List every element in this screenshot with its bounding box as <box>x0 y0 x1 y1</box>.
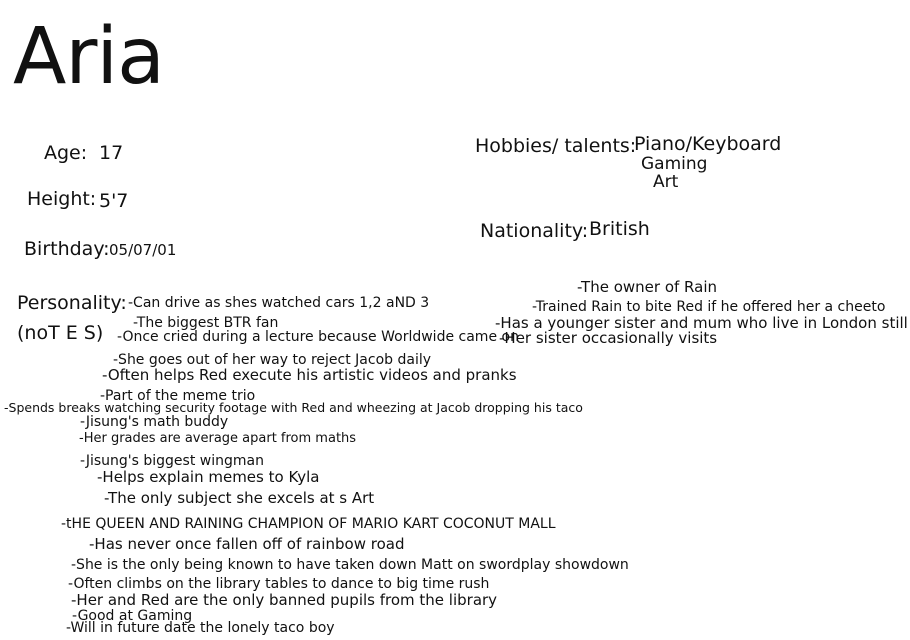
list-item: -She is the only being known to have taken down Matt on swordplay showdown <box>71 557 629 573</box>
list-item: -The biggest BTR fan <box>133 315 279 331</box>
personality-label: Personality: <box>17 292 127 314</box>
list-item: -Trained Rain to bite Red if he offered her a cheeto <box>532 299 886 315</box>
list-item: -Jisung's math buddy <box>80 414 229 430</box>
list-item: -Has never once fallen off of rainbow road <box>89 535 405 553</box>
personality-note: (noT E S) <box>17 322 104 344</box>
list-item: -Part of the meme trio <box>100 388 256 404</box>
list-item: -The only subject she excels at s Art <box>104 489 375 507</box>
list-item: -tHE QUEEN AND RAINING CHAMPION OF MARIO KART COCONUT MALL <box>61 516 556 532</box>
list-item: -She goes out of her way to reject Jacob daily <box>113 352 432 368</box>
list-item: -Can drive as shes watched cars 1,2 aND 3 <box>128 295 430 311</box>
list-item: -Good at Gaming <box>72 608 193 624</box>
list-item: -Often helps Red execute his artistic videos and pranks <box>102 366 517 384</box>
list-item: -Her and Red are the only banned pupils from the library <box>71 591 498 609</box>
list-item: -Jisung's biggest wingman <box>80 453 264 469</box>
page-title: Aria <box>13 12 164 102</box>
hobby-item: Art <box>653 172 679 192</box>
list-item: -Once cried during a lecture because Worldwide came on <box>117 329 519 345</box>
list-item: -Her grades are average apart from maths <box>79 431 357 446</box>
birthday-value: 05/07/01 <box>109 241 177 259</box>
list-item: -Often climbs on the library tables to dance to big time rush <box>68 576 490 592</box>
nationality-value: British <box>589 218 650 240</box>
list-item: -Spends breaks watching security footage with Red and wheezing at Jacob dropping his taco <box>4 400 583 415</box>
birthday-label: Birthday: <box>24 238 110 260</box>
list-item: -Has a younger sister and mum who live in London still <box>495 314 908 332</box>
age-value: 17 <box>99 142 124 164</box>
nationality-label: Nationality: <box>480 220 589 242</box>
age-label: Age: <box>44 142 88 164</box>
height-label: Height: <box>27 188 97 210</box>
list-item: -The owner of Rain <box>577 278 718 296</box>
list-item: -Her sister occasionally visits <box>499 329 718 347</box>
hobbies-label: Hobbies/ talents: <box>475 135 637 157</box>
list-item: -Will in future date the lonely taco boy <box>66 620 335 636</box>
height-value: 5'7 <box>99 190 129 212</box>
list-item: -Helps explain memes to Kyla <box>97 468 320 486</box>
hobby-item: Piano/Keyboard <box>634 133 782 155</box>
hobby-item: Gaming <box>641 154 708 174</box>
